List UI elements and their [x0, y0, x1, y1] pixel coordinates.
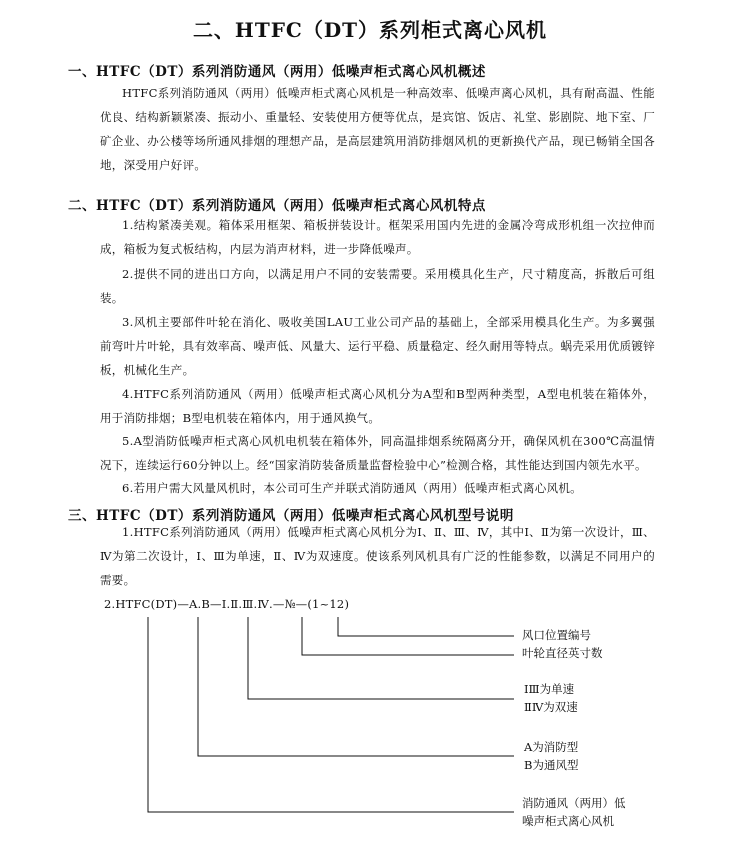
model-description: 1.HTFC系列消防通风（两用）低噪声柜式离心风机分为Ⅰ、Ⅱ、Ⅲ、Ⅳ，其中Ⅰ、Ⅱ为第一次设计，Ⅲ、Ⅳ为第二次设计，Ⅰ、Ⅲ为单速，Ⅱ、Ⅳ为双速度。使该系列风机具有广泛的性能参数，以满足不同用户的需要。: [100, 525, 655, 587]
section-2-heading: 二、HTFC（DT）系列消防通风（两用）低噪声柜式离心风机特点: [68, 198, 486, 214]
legend-fire-type: A为消防型: [524, 740, 579, 754]
feature-5: 5.A型消防低噪声柜式离心风机电机装在箱体外，同高温排烟系统隔离分开，确保风机在300℃高温情况下，连续运行60分钟以上。经“国家消防装备质量监督检验中心”检测合格，其性能达到国内领先水平。: [100, 434, 655, 472]
legend-ventilation-type: B为通风型: [524, 758, 579, 772]
legend-series-line1: 消防通风（两用）低: [522, 796, 626, 810]
leader-speed: [248, 617, 514, 699]
legend-position-diameter: [522, 626, 603, 662]
leader-position-number: [338, 617, 514, 636]
section-1-paragraph: HTFC系列消防通风（两用）低噪声柜式离心风机是一种高效率、低噪声离心风机，具有耐高温、性能优良、结构新颖紧凑、振动小、重量轻、安装使用方便等优点，是宾馆、饭店、礼堂、影剧院、地下室、厂矿企业、办公楼等场所通风排烟的理想产品，是高层建筑用消防排烟风机的更新换代产品，现已畅销全国各地，深受用户好评。: [100, 86, 655, 172]
legend-type: [524, 738, 578, 774]
feature-4: 4.HTFC系列消防通风（两用）低噪声柜式离心风机分为A型和B型两种类型，A型电机装在箱体外，用于消防排烟；B型电机装在箱体内，用于通风换气。: [100, 387, 655, 425]
section-3-heading: 三、HTFC（DT）系列消防通风（两用）低噪声柜式离心风机型号说明: [68, 508, 514, 524]
feature-1: 1.结构紧凑美观。箱体采用框架、箱板拼装设计。框架采用国内先进的金属冷弯成形机组一次拉伸而成，箱板为复式板结构，内层为消声材料，进一步降低噪声。: [100, 218, 655, 256]
legend-speed: [524, 680, 578, 716]
section-1-heading: 一、HTFC（DT）系列消防通风（两用）低噪声柜式离心风机概述: [68, 64, 486, 80]
feature-6: 6.若用户需大风量风机时，本公司可生产并联式消防通风（两用）低噪声柜式离心风机。: [122, 481, 582, 495]
legend-series-line2: 噪声柜式离心风机: [522, 814, 614, 828]
legend-dual-speed: ⅡⅣ为双速: [524, 700, 578, 714]
leader-series: [148, 617, 514, 812]
model-code: 2.HTFC(DT)—A.B—Ⅰ.Ⅱ.Ⅲ.Ⅳ.—№—(1~12): [104, 597, 350, 611]
feature-3: 3.风机主要部件叶轮在消化、吸收美国LAU工业公司产品的基础上，全部采用模具化生产。为多翼强前弯叶片叶轮，具有效率高、噪声低、风量大、运行平稳、质量稳定、经久耐用等特点。蜗壳采用优质镀锌板，机械化生产。: [100, 315, 655, 377]
leader-type: [198, 617, 514, 756]
legend-series: [522, 794, 626, 830]
legend-single-speed: ⅠⅢ为单速: [524, 682, 575, 696]
page-title: 二、HTFC（DT）系列柜式离心风机: [192, 18, 548, 42]
legend-position-number: 风口位置编号: [522, 628, 591, 642]
feature-2: 2.提供不同的进出口方向，以满足用户不同的安装需要。采用模具化生产，尺寸精度高，拆散后可组装。: [100, 267, 655, 305]
legend-impeller-diameter: 叶轮直径英寸数: [522, 646, 603, 660]
